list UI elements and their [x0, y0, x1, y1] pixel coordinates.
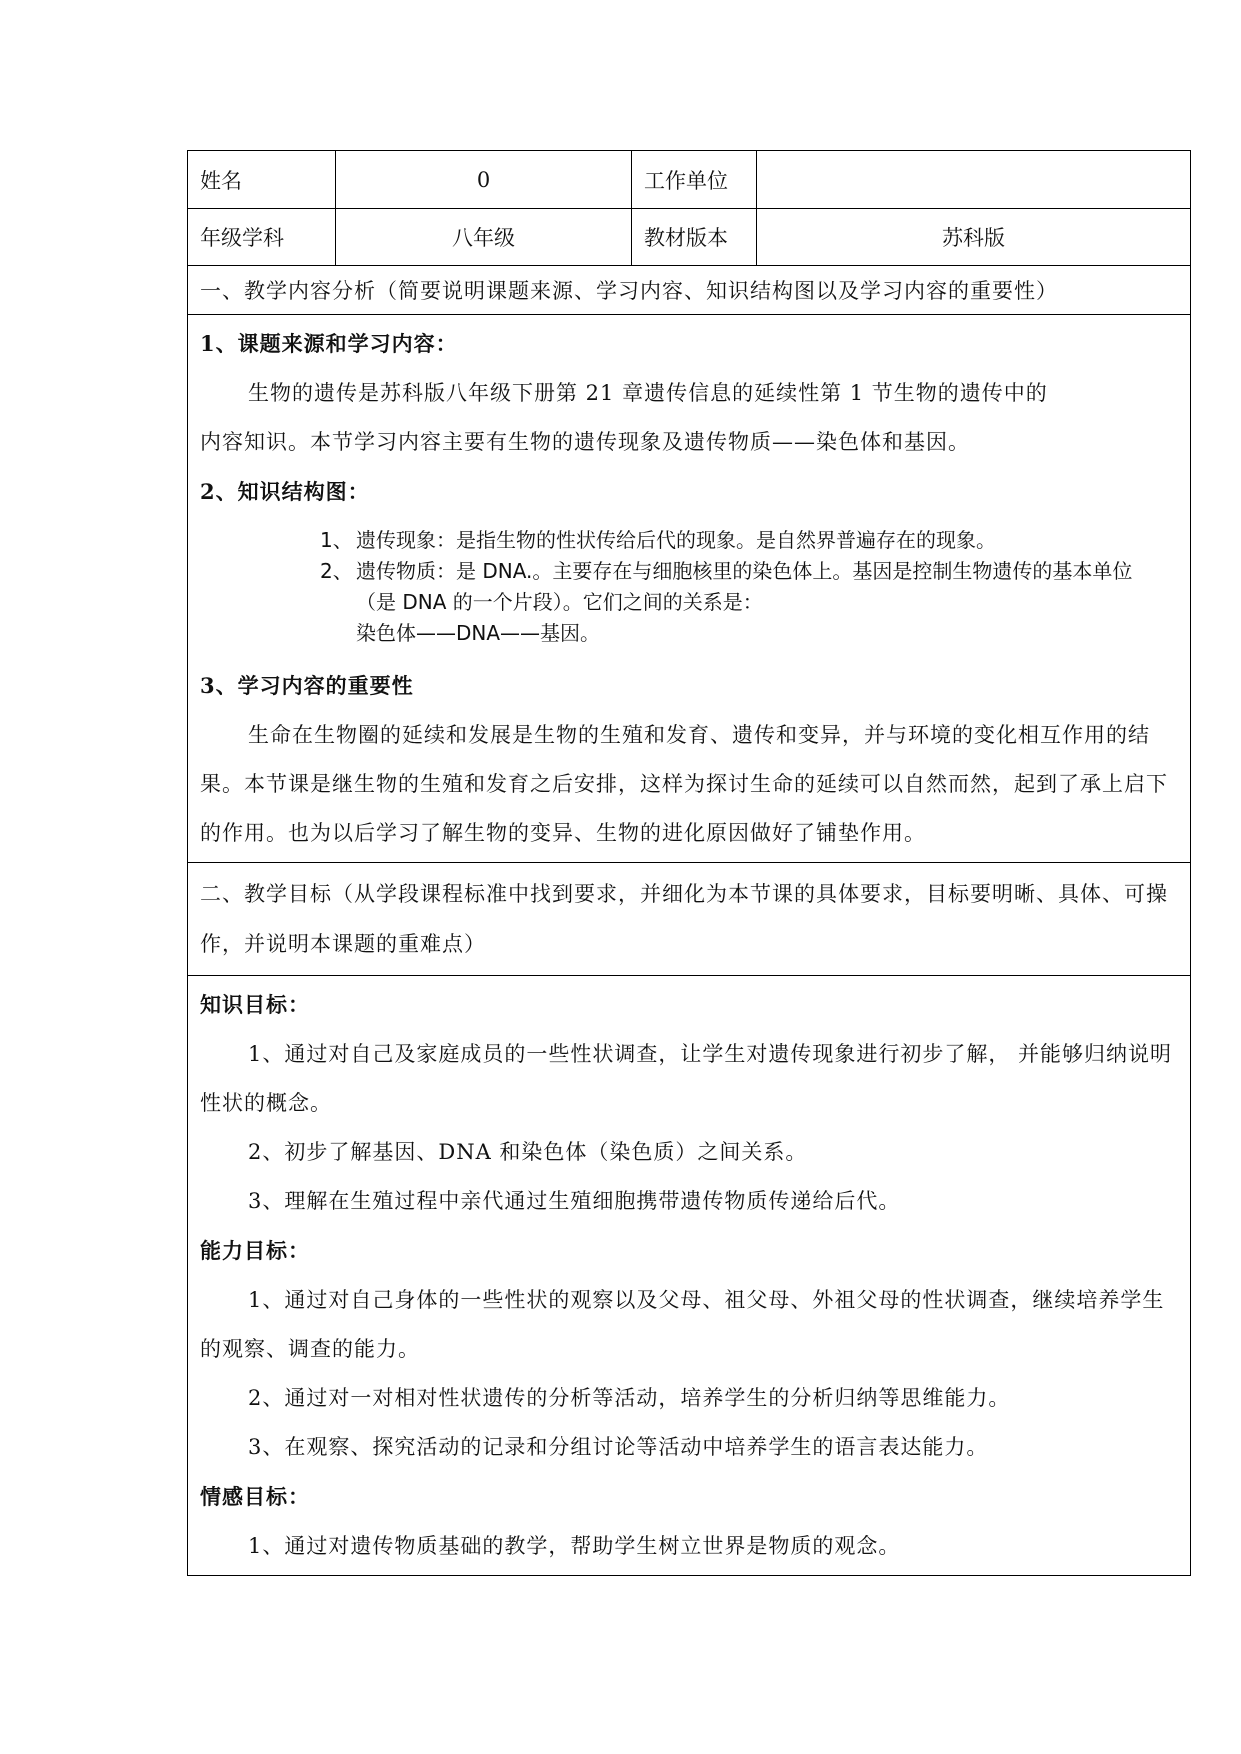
section2-title: 二、教学目标（从学段课程标准中找到要求，并细化为本节课的具体要求，目标要明晰、具体、可操作，并说明本课题的重难点） [188, 863, 1191, 976]
name-value: 0 [336, 151, 632, 209]
knowledge-heading: 知识目标： [200, 992, 310, 1017]
sub3-heading: 3、学习内容的重要性 [200, 673, 414, 698]
lesson-plan-table [187, 150, 1191, 1576]
textbook-label: 教材版本 [632, 209, 757, 266]
section2-title-row [188, 863, 1191, 976]
sub2-heading: 2、知识结构图： [200, 479, 370, 504]
section1-body [188, 315, 1191, 863]
sub1-para-line2: 内容知识。本节学习内容主要有生物的遗传现象及遗传物质——染色体和基因。 [200, 430, 970, 454]
header-row-2 [188, 209, 1191, 266]
ability-item: 3、在观察、探究活动的记录和分组讨论等活动中培养学生的语言表达能力。 [248, 1435, 989, 1459]
org-label: 工作单位 [632, 151, 757, 209]
list-text: 遗传现象：是指生物的性状传给后代的现象。是自然界普遍存在的现象。 [356, 528, 996, 552]
header-row-1 [188, 151, 1191, 209]
list-chain: 染色体——DNA——基因。 [356, 621, 601, 645]
org-value [757, 151, 1191, 209]
knowledge-structure-list [200, 525, 1178, 649]
section2-body [188, 976, 1191, 1576]
list-item [320, 556, 1178, 618]
emotion-item: 1、通过对遗传物质基础的教学，帮助学生树立世界是物质的观念。 [248, 1534, 901, 1558]
sub1-heading: 1、课题来源和学习内容： [200, 331, 458, 356]
list-item [320, 525, 1178, 556]
section2-body-row [188, 976, 1191, 1576]
ability-item: 2、通过对一对相对性状遗传的分析等活动，培养学生的分析归纳等思维能力。 [248, 1386, 1011, 1410]
knowledge-item: 3、理解在生殖过程中亲代通过生殖细胞携带遗传物质传递给后代。 [248, 1189, 901, 1213]
section1-body-row [188, 315, 1191, 863]
textbook-value: 苏科版 [757, 209, 1191, 266]
ability-item: 1、通过对自己身体的一些性状的观察以及父母、祖父母、外祖父母的性状调查，继续培养学生的观察、调查的能力。 [200, 1288, 1165, 1361]
grade-label: 年级学科 [188, 209, 336, 266]
knowledge-item: 1、通过对自己及家庭成员的一些性状调查，让学生对遗传现象进行初步了解， 并能够归纳说明性状的概念。 [200, 1042, 1173, 1115]
sub1-para-line1: 生物的遗传是苏科版八年级下册第 21 章遗传信息的延续性第 1 节生物的遗传中的 [248, 381, 1048, 405]
section1-title-row [188, 266, 1191, 315]
list-number: 1、 [320, 528, 353, 552]
name-label: 姓名 [188, 151, 336, 209]
emotion-heading: 情感目标： [200, 1484, 310, 1509]
section1-title: 一、教学内容分析（简要说明课题来源、学习内容、知识结构图以及学习内容的重要性） [188, 266, 1191, 315]
ability-heading: 能力目标： [200, 1238, 310, 1263]
grade-value: 八年级 [336, 209, 632, 266]
list-text: 遗传物质：是 DNA.。主要存在与细胞核里的染色体上。基因是控制生物遗传的基本单位（是 DNA 的一个片段）。它们之间的关系是： [356, 559, 1133, 614]
sub3-para: 生命在生物圈的延续和发展是生物的生殖和发育、遗传和变异，并与环境的变化相互作用的结果。本节课是继生物的生殖和发育之后安排，这样为探讨生命的延续可以自然而然，起到了承上启下的作用。也为以后学习了解生物的变异、生物的进化原因做好了铺垫作用。 [200, 723, 1168, 845]
list-number: 2、 [320, 559, 353, 583]
knowledge-item: 2、初步了解基因、DNA 和染色体（染色质）之间关系。 [248, 1140, 808, 1164]
